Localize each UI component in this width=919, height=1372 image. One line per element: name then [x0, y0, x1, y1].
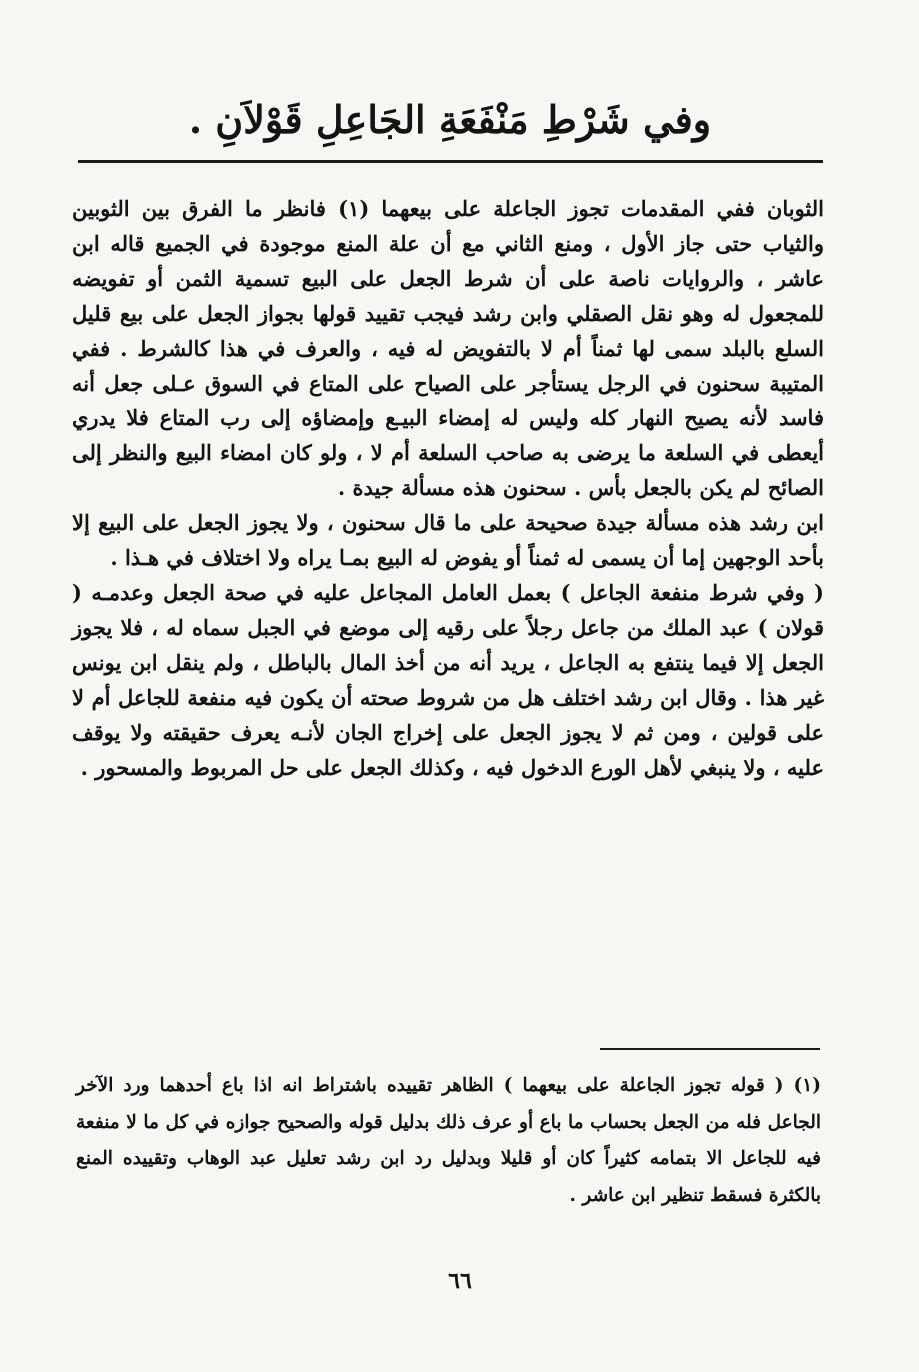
heading-rule [78, 160, 823, 163]
main-text [72, 192, 824, 785]
footnote [76, 1068, 821, 1214]
paragraph-3: ( وفي شرط منفعة الجاعل ) بعمل العامل المجاعل عليه في صحة الجعل وعدمـه ( قولان ) عبد الملك من جاعل رجلاً على رقيه إلى موضع في الجبل سماه له ، فلا يجوز الجعل إلا فيما ينتفع به الجاعل ، يريد أنه من أخذ المال بالباطل ، ولم ينقل ابن يونس غير هذا . وقال ابن رشد اختلف هل من شروط صحته أن يكون فيه منفعة للجاعل أم لا على قولين ، ومن ثم لا يجوز الجعل على إخراج الجان لأنـه يعرف حقيقته ولا يوقف عليه ، ولا ينبغي لأهل الورع الدخول فيه ، وكذلك الجعل على حل المربوط والمسحور . [72, 579, 824, 780]
footnote-text: (١) ( قوله تجوز الجاعلة على بيعهما ) الظاهر تقييده باشتراط انه اذا باع أحدهما ورد الآخر الجاعل فله من الجعل بحساب ما باع أو عرف ذلك بدليل قوله والصحيح جوازه في كل ما لا منفعة فيه للجاعل الا بتمامه كثيراً كان أو قليلا وبدليل رد ابن رشد تعليل عبد الوهاب وتقييده المنع بالكثرة فسقط تنظير ابن عاشر . [76, 1075, 821, 1206]
page-heading: وفي شَرْطِ مَنْفَعَةِ الجَاعِلِ قَوْلاَنِ . [188, 97, 712, 142]
page-number: ٦٦ [448, 1268, 472, 1294]
paragraph-1: الثوبان ففي المقدمات تجوز الجاعلة على بيعهما (١) فانظر ما الفرق بين الثوبين والثياب حتى جاز الأول ، ومنع الثاني مع أن علة المنع موجودة في الجميع قاله ابن عاشر ، والروايات ناصة على أن شرط الجعل على البيع تسمية الثمن أو تفويضه للمجعول له وهو نقل الصقلي وابن رشد فيجب تقييد قولها بجواز الجعل على بيع قليل السلع بالبلد سمى لها ثمناً أم لا بالتفويض له فيه ، والعرف في هذا كالشرط . ففي المتيبة سحنون في الرجل يستأجر على الصياح على المتاع في السوق عـلى جعل أنه فاسد لأنه يصيح النهار كله وليس له إمضاء البيـع وإمضاؤه إلى رب المتاع فلا يدري أيعطى في السلعة ما يرضى به صاحب السلعة أم لا ، ولو كان امضاء البيع والنظر إلى الصائح لم يكن بالجعل بأس . سحنون هذه مسألة جيدة . [72, 196, 824, 501]
paragraph-2: ابن رشد هذه مسألة جيدة صحيحة على ما قال سحنون ، ولا يجوز الجعل على البيع إلا بأحد الوجهين إما أن يسمى له ثمناً أو يفوض له البيع بمـا يراه ولا اختلاف في هـذا . [72, 510, 824, 571]
footnote-rule [600, 1048, 820, 1050]
